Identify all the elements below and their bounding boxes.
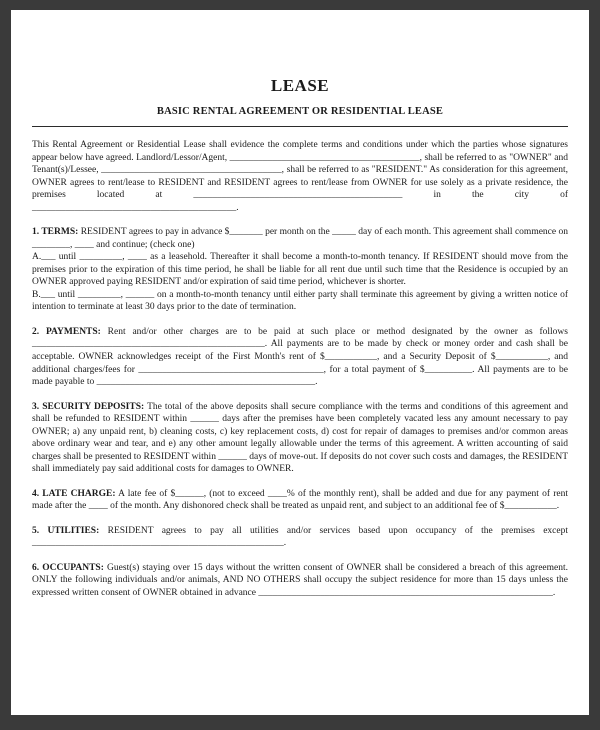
document-subtitle: BASIC RENTAL AGREEMENT OR RESIDENTIAL LEASE bbox=[156, 106, 444, 117]
section-payments-text: Rent and/or other charges are to be paid at such place or method designated by the owner as follows _________________________________________________. All payments are to be made by check or money order and cash shall be acceptable. OWNER acknowledges receipt of the First Month's rent of $___________, and a Security Deposit of $___________, and additional charges/fees for _______________________________________, for a total payment of $__________. All payments are to be made payable to ______________________________________________. bbox=[32, 326, 568, 388]
section-occupants-paragraph bbox=[32, 562, 568, 600]
section-payments-label: 2. PAYMENTS: bbox=[32, 326, 101, 337]
section-security-deposits-text: The total of the above deposits shall secure compliance with the terms and conditions of this agreement and shall be refunded to RESIDENT within ______ days after the premises have been completely vacated less any amount necessary to pay OWNER; a) any unpaid rent, b) cleaning costs, c) key replacement costs, d) cost for repair of damages to premises and/or common areas above ordinary wear and tear, and e) any other amount legally allowable under the terms of this agreement. A written accounting of said charges shall be presented to RESIDENT within ______ days of move-out. If deposits do not cover such costs and damages, the RESIDENT shall immediately pay said additional costs for damages to OWNER. bbox=[32, 401, 568, 475]
document-header bbox=[32, 76, 568, 127]
section-terms bbox=[32, 226, 568, 314]
section-terms-paragraph bbox=[32, 226, 568, 251]
section-payments-paragraph bbox=[32, 326, 568, 389]
document-title: LEASE bbox=[270, 76, 330, 95]
terms-option-a: A.___ until _________, ____ as a leasehold. Thereafter it shall become a month-to-month tenancy. If RESIDENT should move from the premises prior to the expiration of this time period, he shall be liable for all rent due until such time that the Residence is occupied by an OWNER approved paying RESIDENT and/or expiration of said time period, whichever is shorter. bbox=[32, 252, 568, 288]
section-occupants bbox=[32, 562, 568, 600]
section-utilities-label: 5. UTILITIES: bbox=[32, 525, 100, 536]
section-occupants-text: Guest(s) staying over 15 days without the written consent of OWNER shall be considered a breach of this agreement. ONLY the following individuals and/or animals, AND NO OTHERS shall occupy the subject residence for more than 15 days unless the expressed written consent of OWNER obtained in advance ______________________________________________________________. bbox=[32, 562, 569, 598]
header-divider bbox=[32, 126, 568, 127]
section-security-deposits bbox=[32, 401, 568, 476]
section-terms-label: 1. TERMS: bbox=[32, 227, 79, 238]
section-utilities-text: RESIDENT agrees to pay all utilities and/or services based upon occupancy of the premises except _____________________________________________________. bbox=[32, 525, 569, 549]
section-late-charge-text: A late fee of $______, (not to exceed ____% of the monthly rent), shall be added and due for any payment of rent made after the ____ of the month. Any dishonored check shall be treated as unpaid rent, and subject to an additional fee of $___________. bbox=[32, 488, 568, 512]
lease-page bbox=[11, 10, 589, 715]
section-late-charge-label: 4. LATE CHARGE: bbox=[32, 488, 116, 499]
section-security-deposits-paragraph bbox=[32, 401, 568, 476]
section-late-charge bbox=[32, 488, 568, 513]
terms-option-b: B.___ until _________, ______ on a month-to-month tenancy until either party shall terminate this agreement by giving a written notice of intention to terminate at least 30 days prior to the date of termination. bbox=[32, 289, 568, 313]
section-security-deposits-label: 3. SECURITY DEPOSITS: bbox=[32, 401, 145, 412]
section-utilities bbox=[32, 525, 568, 550]
section-payments bbox=[32, 326, 568, 389]
section-late-charge-paragraph bbox=[32, 488, 568, 513]
section-terms-text: RESIDENT agrees to pay in advance $_______ per month on the _____ day of each month. This agreement shall commence on ________, ____ and continue; (check one) bbox=[32, 227, 568, 250]
section-occupants-label: 6. OCCUPANTS: bbox=[32, 562, 104, 573]
intro-paragraph: This Rental Agreement or Residential Lease shall evidence the complete terms and conditions under which the parties whose signatures appear below have agreed. Landlord/Lessor/Agent, ________________________________________, shall be referred to as "OWNER" and Tenant(s)/Lessee, ______________________________________, shall be referred to as "RESIDENT." As consideration for this agreement, OWNER agrees to rent/lease to RESIDENT and RESIDENT agrees to rent/lease from OWNER for use solely as a private residence, the premises located at ____________________________________________ in the city of ___________________________________________. bbox=[32, 140, 568, 213]
section-utilities-paragraph bbox=[32, 525, 568, 550]
